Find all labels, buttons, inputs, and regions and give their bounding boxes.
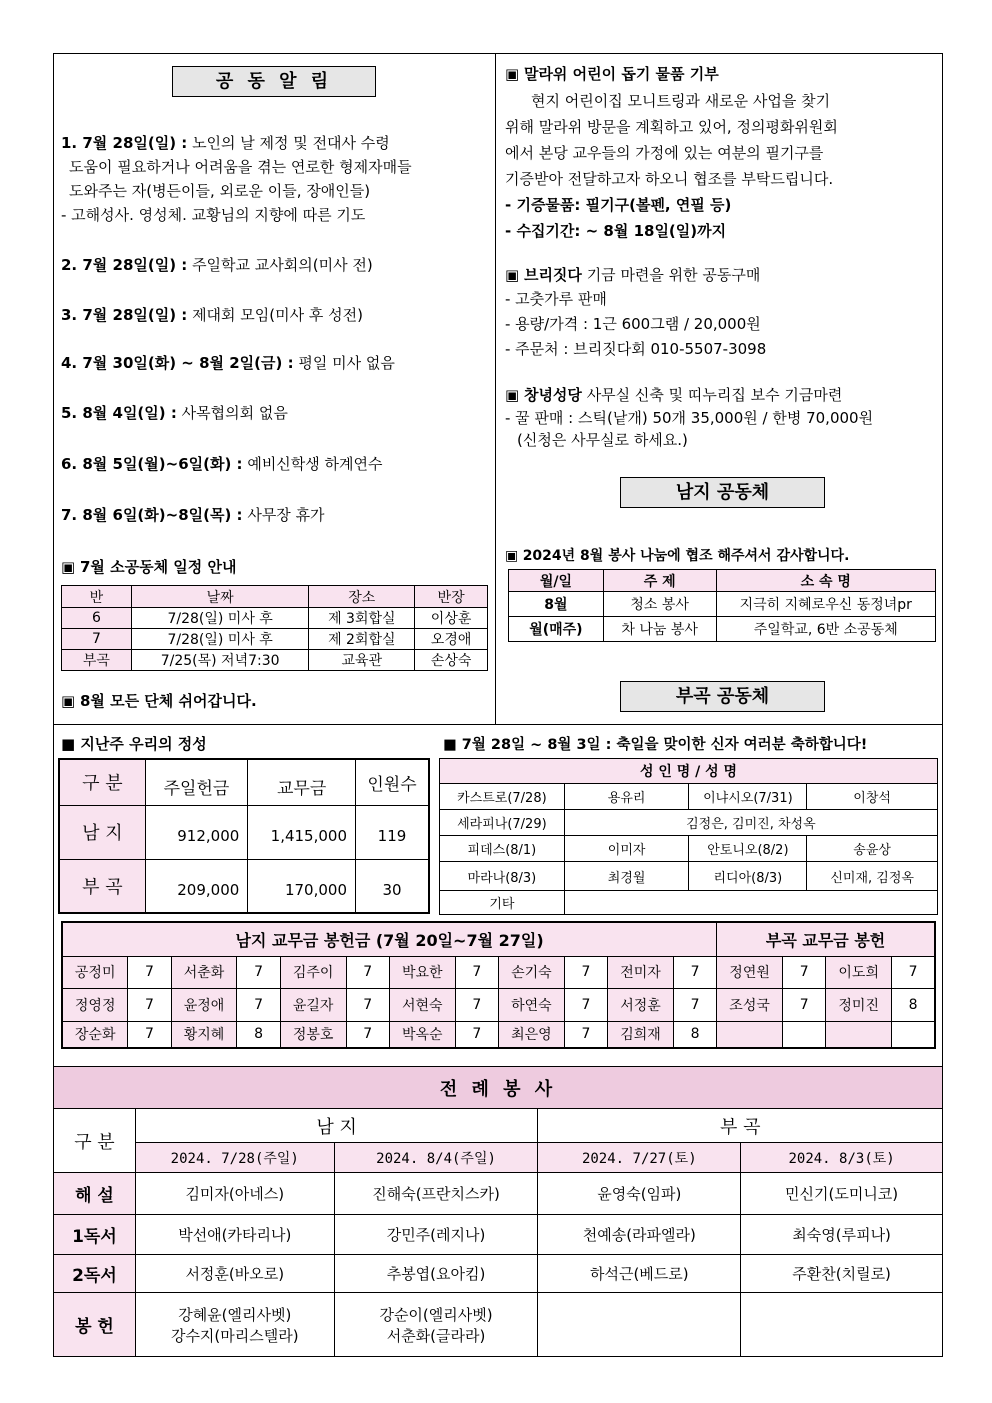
table-cell: 김희재 xyxy=(608,1021,674,1048)
table-row xyxy=(54,1215,943,1255)
offering-table xyxy=(58,758,430,914)
table-cell: 7 xyxy=(237,956,280,988)
table-cell: 리디아(8/3) xyxy=(689,862,807,891)
liturgy-table xyxy=(53,1066,943,1357)
table-cell xyxy=(741,1293,943,1357)
notice-item-text: 사무장 휴가 xyxy=(242,506,325,524)
offering-title xyxy=(61,733,207,754)
table-cell: 정봉호 xyxy=(280,1021,346,1048)
table-cell: 청소 봉사 xyxy=(603,592,716,617)
table-header: 월/일 xyxy=(509,570,604,592)
table-cell: 2독서 xyxy=(54,1255,136,1293)
notice-item-text: 평일 미사 없음 xyxy=(293,354,395,372)
notice-item-text: 사목협의회 없음 xyxy=(176,404,288,422)
table-cell: 정미진 xyxy=(826,988,892,1021)
brigid-line: - 고춧가루 판매 xyxy=(505,290,607,308)
notice-item-head: 4. 7월 30일(화) ~ 8월 2일(금) : xyxy=(61,354,294,372)
table-cell: 7 xyxy=(455,988,498,1021)
table-header: 소 속 명 xyxy=(716,570,935,592)
table-cell: 7 xyxy=(346,956,389,988)
table-cell: 피데스(8/1) xyxy=(440,836,565,862)
table-row xyxy=(54,1255,943,1293)
table-header: 2024. 7/28(주일) xyxy=(135,1143,334,1173)
notice-item-line: 도움이 필요하거나 어려움을 겪는 연로한 형제자매들 xyxy=(69,158,412,176)
table-cell: 7 xyxy=(892,956,935,988)
table-cell: 박옥순 xyxy=(389,1021,455,1048)
table-cell: 7 xyxy=(128,956,171,988)
table-row xyxy=(62,956,935,988)
table-cell: 7 xyxy=(237,988,280,1021)
offering-name: 강수지(마리스텔라) xyxy=(170,1326,299,1345)
small-community-table xyxy=(61,585,488,671)
table-row xyxy=(440,810,938,836)
table-header: 교무금 xyxy=(248,759,356,805)
table-cell: 추봉엽(요아킴) xyxy=(334,1255,538,1293)
thanks-note: ▣ 2024년 8월 봉사 나눔에 협조 해주셔서 감사합니다. xyxy=(505,545,849,565)
table-cell: 7 xyxy=(673,988,716,1021)
table-row xyxy=(54,1173,943,1215)
changnyeong-title-bold: ▣ 창녕성당 xyxy=(505,386,582,404)
brigid-line: - 용량/가격 : 1근 600그램 / 20,000원 xyxy=(505,315,761,333)
table-cell: 170,000 xyxy=(248,859,356,913)
table-row xyxy=(62,988,935,1021)
malawi-body xyxy=(505,88,935,244)
table-cell: 손기숙 xyxy=(498,956,564,988)
notice-item-4 xyxy=(61,352,395,373)
table-cell: 김주이 xyxy=(280,956,346,988)
notice-item-line: - 고해성사. 영성체. 교황님의 지향에 따른 기도 xyxy=(61,206,366,224)
table-cell: 교육관 xyxy=(309,650,415,671)
notice-item-text: 제대회 모임(미사 후 성전) xyxy=(187,306,363,324)
table-cell: 주환찬(치릴로) xyxy=(741,1255,943,1293)
table-cell: 8 xyxy=(237,1021,280,1048)
table-cell: 부곡 xyxy=(62,650,132,671)
table-cell: 하석근(베드로) xyxy=(538,1255,741,1293)
notice-item-head: 7. 8월 6일(화)~8일(목) : xyxy=(61,506,243,524)
table-header: 반장 xyxy=(415,586,488,608)
table-cell: 윤길자 xyxy=(280,988,346,1021)
table-header: 인원수 xyxy=(356,759,430,805)
table-row xyxy=(440,862,938,891)
table-cell: 7 xyxy=(346,1021,389,1048)
table-cell: 송윤상 xyxy=(807,836,938,862)
table-header: 주일헌금 xyxy=(145,759,248,805)
table-cell: 황지혜 xyxy=(171,1021,237,1048)
malawi-period: - 수집기간: ~ 8월 18일(일)까지 xyxy=(505,222,727,240)
table-header: 2024. 7/27(토) xyxy=(538,1143,741,1173)
service-table xyxy=(508,569,936,642)
table-cell: 최은영 xyxy=(498,1021,564,1048)
table-cell xyxy=(892,1021,935,1048)
feast-table xyxy=(439,758,938,915)
table-cell: 윤영숙(임파) xyxy=(538,1173,741,1215)
feast-title xyxy=(443,733,867,754)
changnyeong-body xyxy=(505,407,873,451)
table-cell: 8 xyxy=(673,1021,716,1048)
table-header: 반 xyxy=(62,586,132,608)
bugok-community-title: 부곡 공동체 xyxy=(620,681,825,712)
table-cell: 해 설 xyxy=(54,1173,136,1215)
feast-title-text: 7월 28일 ~ 8월 3일 : 축일을 맞이한 신자 여러분 축하합니다! xyxy=(461,737,868,753)
table-header: 부곡 교무금 봉헌 xyxy=(717,922,935,956)
table-cell: 8월 xyxy=(509,592,604,617)
table-cell: 월(매주) xyxy=(509,617,604,642)
table-cell: 카스트로(7/28) xyxy=(440,784,565,810)
table-row xyxy=(440,891,938,915)
table-cell: 서정훈(바오로) xyxy=(135,1255,334,1293)
table-cell: 세라피나(7/29) xyxy=(440,810,565,836)
table-cell: 제 3회합실 xyxy=(309,608,415,629)
table-cell: 이냐시오(7/31) xyxy=(689,784,807,810)
table-cell: 주일학교, 6반 소공동체 xyxy=(716,617,935,642)
notice-item-head: 6. 8월 5일(월)~6일(화) : xyxy=(61,455,243,473)
table-cell: 이도희 xyxy=(826,956,892,988)
table-cell: 7 xyxy=(564,988,607,1021)
table-header: 2024. 8/3(토) xyxy=(741,1143,943,1173)
table-cell: 용유리 xyxy=(564,784,689,810)
table-row xyxy=(509,592,936,617)
table-row xyxy=(509,617,936,642)
small-community-title: ▣ 7월 소공동체 일정 안내 xyxy=(61,556,236,577)
table-row xyxy=(62,650,488,671)
table-cell: 손상숙 xyxy=(415,650,488,671)
table-cell: 1독서 xyxy=(54,1215,136,1255)
table-cell: 오경애 xyxy=(415,629,488,650)
table-cell: 7/25(목) 저녁7:30 xyxy=(131,650,309,671)
table-header: 2024. 8/4(주일) xyxy=(334,1143,538,1173)
common-notice-title: 공 동 알 림 xyxy=(172,66,376,97)
notice-item-text: 주일학교 교사회의(미사 전) xyxy=(187,256,373,274)
table-cell: 강민주(레지나) xyxy=(334,1215,538,1255)
malawi-line: 에서 본당 교우들의 가정에 있는 여분의 필기구를 xyxy=(505,144,824,162)
table-cell xyxy=(334,1293,538,1357)
table-header: 주 제 xyxy=(603,570,716,592)
table-cell: 기타 xyxy=(440,891,565,915)
table-header: 구 분 xyxy=(59,759,145,805)
table-cell: 부 곡 xyxy=(59,859,145,913)
table-cell: 서현숙 xyxy=(389,988,455,1021)
section-divider xyxy=(53,724,943,725)
table-cell: 제 2회합실 xyxy=(309,629,415,650)
table-cell: 윤정애 xyxy=(171,988,237,1021)
table-cell: 신미재, 김정옥 xyxy=(807,862,938,891)
table-cell: 7/28(일) 미사 후 xyxy=(131,608,309,629)
offering-title-text: 지난주 우리의 정성 xyxy=(80,735,207,753)
dues-table xyxy=(61,921,936,1049)
table-cell: 천예송(라파엘라) xyxy=(538,1215,741,1255)
offering-name: 강혜윤(엘리사벳) xyxy=(178,1305,292,1324)
notice-item-head: 2. 7월 28일(일) : xyxy=(61,256,188,274)
notice-item-5 xyxy=(61,402,288,423)
table-cell: 진해숙(프란치스카) xyxy=(334,1173,538,1215)
column-divider xyxy=(495,53,496,725)
table-header: 부 곡 xyxy=(538,1109,943,1143)
malawi-items: - 기증물품: 필기구(볼펜, 연필 등) xyxy=(505,196,732,214)
table-cell: 7 xyxy=(564,1021,607,1048)
notice-item-text: 예비신학생 하계연수 xyxy=(242,455,383,473)
table-cell: 7 xyxy=(128,1021,171,1048)
table-cell: 마라나(8/3) xyxy=(440,862,565,891)
table-cell xyxy=(717,1021,783,1048)
brigid-title xyxy=(505,264,760,285)
notice-item-6 xyxy=(61,453,383,474)
notice-item-head: 3. 7월 28일(일) : xyxy=(61,306,188,324)
table-cell: 30 xyxy=(356,859,430,913)
notice-item-text: 노인의 날 제정 및 전대사 수령 xyxy=(187,134,390,152)
table-cell: 조성국 xyxy=(717,988,783,1021)
notice-item-head: 5. 8월 4일(일) : xyxy=(61,404,177,422)
table-cell: 민신기(도미니코) xyxy=(741,1173,943,1215)
table-row xyxy=(59,805,429,859)
table-cell: 7 xyxy=(783,988,826,1021)
table-cell: 7/28(일) 미사 후 xyxy=(131,629,309,650)
table-cell: 김미자(아네스) xyxy=(135,1173,334,1215)
notice-item-3 xyxy=(61,304,363,325)
table-row xyxy=(440,836,938,862)
brigid-body xyxy=(505,287,766,362)
table-cell: 전미자 xyxy=(608,956,674,988)
table-cell xyxy=(564,891,937,915)
table-cell: 이창석 xyxy=(807,784,938,810)
table-cell: 7 xyxy=(62,629,132,650)
table-row xyxy=(62,629,488,650)
notice-item-line: 도와주는 자(병든이들, 외로운 이들, 장애인들) xyxy=(69,182,371,200)
offering-name: 강순이(엘리사벳) xyxy=(379,1305,493,1324)
brigid-title-text: 기금 마련을 위한 공동구매 xyxy=(581,266,761,284)
table-cell: 이상훈 xyxy=(415,608,488,629)
malawi-line: 기증받아 전달하고자 하오니 협조를 부탁드립니다. xyxy=(505,170,834,188)
brigid-line: - 주문처 : 브리짓다회 010-5507-3098 xyxy=(505,340,767,358)
square-bullet-icon: ■ xyxy=(61,735,81,753)
table-cell: 7 xyxy=(346,988,389,1021)
changnyeong-line: - 꿀 판매 : 스틱(낱개) 50개 35,000원 / 한병 70,000원 xyxy=(505,409,874,427)
table-cell: 박요한 xyxy=(389,956,455,988)
table-cell: 912,000 xyxy=(145,805,248,859)
table-cell xyxy=(826,1021,892,1048)
table-cell: 7 xyxy=(455,956,498,988)
table-cell xyxy=(538,1293,741,1357)
table-cell: 이미자 xyxy=(564,836,689,862)
table-header: 장소 xyxy=(309,586,415,608)
table-cell: 공정미 xyxy=(62,956,128,988)
table-cell: 하연숙 xyxy=(498,988,564,1021)
table-cell: 장순화 xyxy=(62,1021,128,1048)
table-cell: 1,415,000 xyxy=(248,805,356,859)
brigid-title-bold: ▣ 브리짓다 xyxy=(505,266,582,284)
table-cell: 최경월 xyxy=(564,862,689,891)
table-cell xyxy=(783,1021,826,1048)
notice-item-7 xyxy=(61,504,325,525)
table-cell: 김정은, 김미진, 차성옥 xyxy=(564,810,937,836)
table-cell xyxy=(135,1293,334,1357)
offering-name: 서춘화(글라라) xyxy=(386,1326,486,1345)
table-cell: 정연원 xyxy=(717,956,783,988)
namji-community-title: 남지 공동체 xyxy=(620,477,825,508)
table-cell: 정영정 xyxy=(62,988,128,1021)
table-cell: 7 xyxy=(564,956,607,988)
malawi-line: 위해 말라위 방문을 계획하고 있어, 정의평화위원회 xyxy=(505,118,838,136)
table-cell: 7 xyxy=(673,956,716,988)
table-cell: 봉 헌 xyxy=(54,1293,136,1357)
square-bullet-icon: ■ xyxy=(443,737,462,753)
table-cell: 남 지 xyxy=(59,805,145,859)
table-row xyxy=(54,1293,943,1357)
malawi-line: 현지 어린이집 모니트링과 새로운 사업을 찾기 xyxy=(531,92,831,110)
table-header: 남 지 xyxy=(135,1109,538,1143)
table-row xyxy=(440,784,938,810)
malawi-title: ▣ 말라위 어린이 돕기 물품 기부 xyxy=(505,63,719,84)
liturgy-title: 전 례 봉 사 xyxy=(54,1067,943,1109)
notice-item-2 xyxy=(61,254,373,275)
table-cell: 박선애(카타리나) xyxy=(135,1215,334,1255)
table-cell: 7 xyxy=(783,956,826,988)
table-cell: 7 xyxy=(455,1021,498,1048)
table-row xyxy=(62,608,488,629)
august-note: ▣ 8월 모든 단체 쉬어갑니다. xyxy=(61,690,257,711)
table-cell: 119 xyxy=(356,805,430,859)
table-cell: 8 xyxy=(892,988,935,1021)
table-cell: 지극히 지혜로우신 동정녀pr xyxy=(716,592,935,617)
table-cell: 최숙영(루피나) xyxy=(741,1215,943,1255)
table-header: 날짜 xyxy=(131,586,309,608)
changnyeong-title xyxy=(505,384,842,405)
table-cell: 서정훈 xyxy=(608,988,674,1021)
table-cell: 6 xyxy=(62,608,132,629)
table-cell: 서춘화 xyxy=(171,956,237,988)
table-header: 성 인 명 / 성 명 xyxy=(440,759,938,784)
notice-item-1 xyxy=(61,131,491,227)
table-cell: 안토니오(8/2) xyxy=(689,836,807,862)
table-header: 남지 교무금 봉헌금 (7월 20일~7월 27일) xyxy=(62,922,717,956)
table-header: 구 분 xyxy=(54,1109,136,1173)
table-row xyxy=(62,1021,935,1048)
notice-item-head: 1. 7월 28일(일) : xyxy=(61,134,188,152)
changnyeong-line: (신청은 사무실로 하세요.) xyxy=(517,431,688,449)
table-cell: 7 xyxy=(128,988,171,1021)
table-cell: 차 나눔 봉사 xyxy=(603,617,716,642)
table-cell: 209,000 xyxy=(145,859,248,913)
changnyeong-title-text: 사무실 신축 및 띠누리집 보수 기금마련 xyxy=(581,386,843,404)
table-row xyxy=(59,859,429,913)
